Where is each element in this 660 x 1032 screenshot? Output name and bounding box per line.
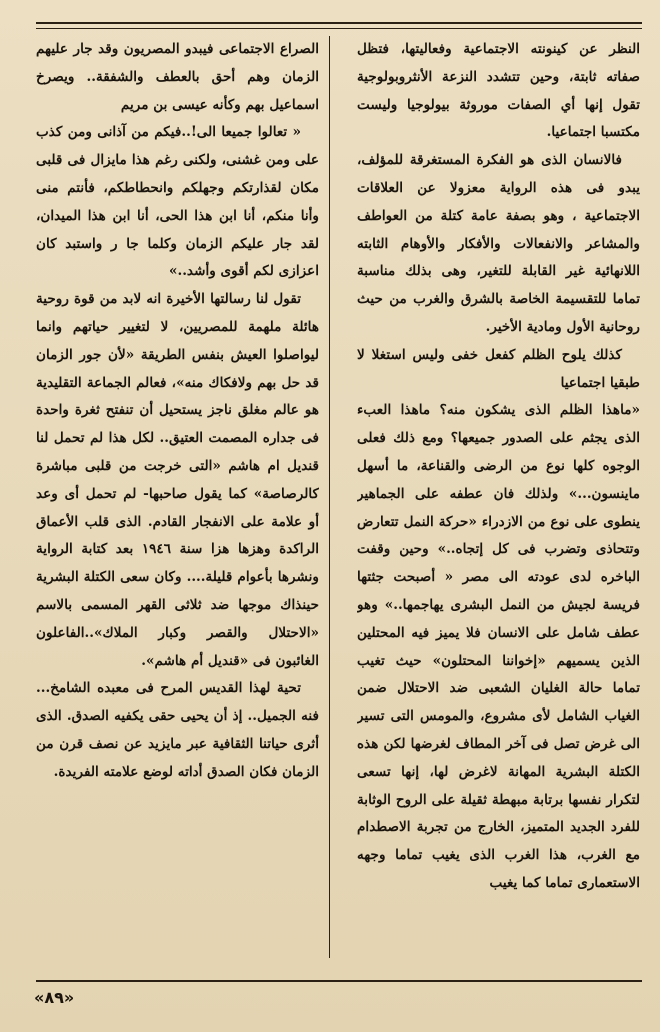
paragraph: تحية لهذا القديس المرح فى معبده الشامخ... فنه الجميل.. إذ أن يحيى حقى يكفيه الصدق. الذى أثرى حياتنا الثقافية عبر مايزيد عن نصف قرن من الزمان فكان الصدق أداته لوضع علامته الفريدة. [36, 680, 319, 780]
paragraph: فالانسان الذى هو الفكرة المستغرقة للمؤلف، يبدو فى هذه الرواية معزولا عن العلاقات الاجتماعية ، وهو بصفة عامة كتلة من العواطف والمشاعر والانفعالات والأفكار والأوهام الثابته اللانهائية غير القابلة للتغير، وهى بذلك مناسبة تماما للتقسيمة الخاصة بالشرق والغرب من حيث روحانية الأول ومادية الأخير. [357, 152, 640, 335]
paragraph: تقول لنا رسالتها الأخيرة انه لابد من قوة روحية هائلة ملهمة للمصريين، لا لتغيير حياتهم وانما ليواصلوا العيش بنفس الطريقة «لأن جور الزمان قد حل بهم ولافكاك منه»، فعالم الجماعة التقليدية هو عالم مغلق ناجز يستحيل أن تنفتح ثغرة واحدة فى جداره المصمت العتيق.. لكل هذا لم تحمل لنا قنديل ام هاشم «التى خرجت من قلبى مباشرة كالرصاصة» كما يقول صاحبها- لم تحمل أى وعد أو علامة على الانفجار القادم. الذى قلب الأعماق الراكدة وهزها هزا سنة ١٩٤٦ بعد كتابة الرواية ونشرها بأعوام قليلة.... وكان سعى الكتلة البشرية حينذاك موجها ضد ثلاثى القهر المسمى بالاسم «الاحتلال والقصر وكبار الملاك»..الفاعلون الغائبون فى «قنديل أم هاشم». [36, 291, 319, 669]
top-rule [36, 22, 642, 29]
left-column [36, 36, 319, 958]
paragraph: كذلك يلوح الظلم كفعل خفى وليس استغلا لا طبقيا اجتماعيا [357, 346, 640, 391]
paragraph: «ماهذا الظلم الذى يشكون منه؟ ماهذا العبء الذى يجثم على الصدور جميعها؟ ومع ذلك فعلى الوجوه كلها نوع من الرضى والقناعة، ما أسهل ماينسون...» ولذلك فان عطفه على الجماهير ينطوى على نوع من الازدراء «حركة النمل تتعارض وتتحاذى وتضرب فى كل إتجاه..» وحين وقفت الباخره لدى عودته الى مصر « أصبحت جثتها فريسة لجيش من النمل البشرى يهاجمها..» وهو عطف شامل على الانسان فلا يميز فيه المحتلين الذين يسميهم «إخواننا المحتلون» حيث تغيب تماما حالة الغليان الشعبى ضد الاحتلال ضمن الغياب الشامل لأى مشروع، والمومس التى تسير الى غرض تصل فى آخر المطاف لغرضها لكن هذه الكتلة البشرية المهانة لاغرض لها، إنها تسعى لتكرار نفسها برتابة مبهطة ثقيلة على الروح الوثابة للفرد الجديد المتميز، الخارج من تجربة الاصطدام مع الغرب، هذا الغرب الذى يغيب تماما وجهه الاستعمارى تماما كما يغيب [357, 402, 640, 891]
paragraph: الصراع الاجتماعى فيبدو المصريون وقد جار عليهم الزمان وهم أحق بالعطف والشفقة.. ويصرخ اسماعيل بهم وكأنه عيسى بن مريم [36, 41, 319, 113]
page-number: «٨٩» [34, 988, 75, 1007]
paragraph: النظر عن كينونته الاجتماعية وفعاليتها، فتظل صفاته ثابتة، وحين تتشدد النزعة الأنثروبولوجية تقول إنها أي الصفات موروثة بيولوجيا وليست مكتسبا اجتماعيا. [357, 41, 640, 141]
right-column [357, 36, 640, 958]
bottom-rule [36, 980, 642, 982]
paragraph: « تعالوا جميعا الى!..فيكم من آذانى ومن كذب على ومن غشنى، ولكنى رغم هذا مايزال فى قلبى مكان لقذارتكم وجهلكم وانحطاطكم، فأنتم منى وأنا منكم، أنا ابن هذا الحى، أنا ابن هذا الميدان، لقد جار عليكم الزمان وكلما جا ر واستبد كان اعزازى لكم أقوى وأشد..» [36, 124, 319, 280]
column-divider [329, 36, 330, 958]
